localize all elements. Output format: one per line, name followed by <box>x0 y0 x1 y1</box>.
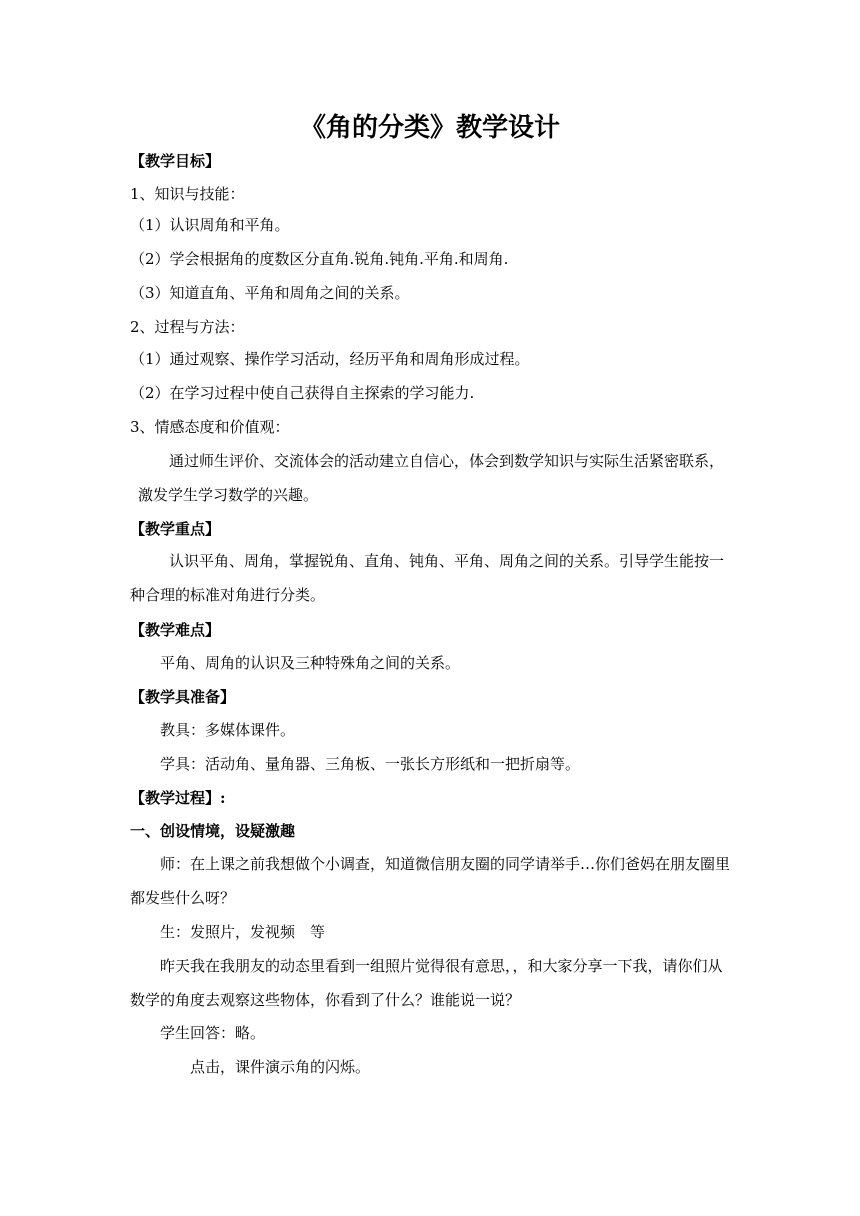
knowledge-skills-heading: 1、知识与技能： <box>130 185 245 203</box>
process-method-heading: 2、过程与方法： <box>130 318 245 336</box>
emotion-values-heading: 3、情感态度和价值观： <box>130 418 290 436</box>
narrative-line: 数学的角度去观察这些物体，你看到了什么？谁能说一说？ <box>130 991 521 1009</box>
knowledge-item: （1）认识周角和平角。 <box>130 216 290 234</box>
student-materials-line: 学具：活动角、量角器、三角板、一张长方形纸和一把折扇等。 <box>160 755 581 773</box>
key-points-line: 认识平角、周角，掌握锐角、直角、钝角、平角、周角之间的关系。引导学生能按一 <box>169 552 725 570</box>
teacher-materials-line: 教具：多媒体课件。 <box>160 721 296 739</box>
key-points-heading: 【教学重点】 <box>130 520 221 538</box>
teaching-process-heading: 【教学过程】: <box>130 789 226 807</box>
knowledge-item: （3）知道直角、平角和周角之间的关系。 <box>130 284 410 302</box>
teacher-dialogue-line: 师：在上课之前我想做个小调查，知道微信朋友圈的同学请举手…你们爸妈在朋友圈里 <box>160 855 731 873</box>
materials-heading: 【教学具准备】 <box>130 688 236 706</box>
emotion-paragraph-line: 通过师生评价、交流体会的活动建立自信心，体会到数学知识与实际生活紧密联系， <box>169 452 725 470</box>
narrative-line: 昨天我在我朋友的动态里看到一组照片觉得很有意思，，和大家分享一下我，请你们从 <box>160 957 723 975</box>
difficult-points-heading: 【教学难点】 <box>130 621 221 639</box>
emotion-paragraph-line: 激发学生学习数学的兴趣。 <box>138 486 319 504</box>
process-item: （1）通过观察、操作学习活动，经历平角和周角形成过程。 <box>130 350 530 368</box>
document-title: 《角的分类》教学设计 <box>299 113 560 143</box>
courseware-note-line: 点击，课件演示角的闪烁。 <box>190 1058 371 1076</box>
key-points-line: 种合理的标准对角进行分类。 <box>130 586 326 604</box>
knowledge-item: （2）学会根据角的度数区分直角.锐角.钝角.平角.和周角. <box>130 250 509 268</box>
difficult-points-line: 平角、周角的认识及三种特殊角之间的关系。 <box>160 654 461 672</box>
student-dialogue-line: 生：发照片，发视频 等 <box>160 923 326 941</box>
teaching-goals-heading: 【教学目标】 <box>130 152 221 170</box>
process-item: （2）在学习过程中使自己获得自主探索的学习能力. <box>130 384 475 402</box>
section-one-heading: 一、创设情境，设疑激趣 <box>130 822 296 840</box>
student-answer-line: 学生回答：略。 <box>160 1024 266 1042</box>
teacher-dialogue-line: 都发些什么呀？ <box>130 889 236 907</box>
